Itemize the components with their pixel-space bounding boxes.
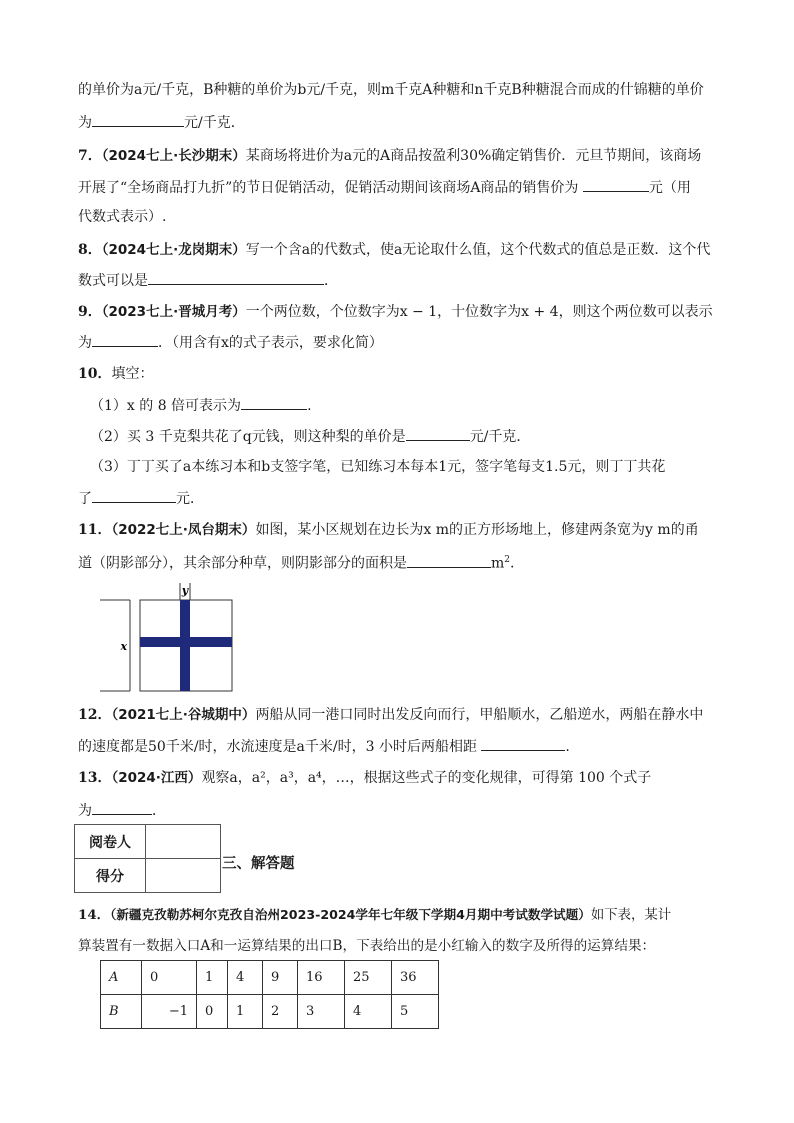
square-field-figure: [100, 583, 236, 693]
q6-line1: 的单价为a元/千克，B种糖的单价为b元/千克，则m千克A种糖和n千克B种糖混合而成的什锦糖的单价: [78, 82, 704, 98]
row-a-header: A: [101, 961, 142, 995]
answer-blank[interactable]: [92, 800, 152, 815]
answer-blank[interactable]: [148, 270, 324, 285]
q10-part2: （2）买 3 千克梨共花了q元钱，则这种梨的单价是 元/千克．: [90, 426, 530, 447]
label-y: y: [181, 584, 189, 597]
q7-line2: 开展了“全场商品打九折”的节日促销活动，促销活动期间该商场A商品的销售价为 元（用: [78, 177, 691, 198]
q6-line2: 为 元/千克．: [78, 112, 245, 133]
q9-line2: 为 ．（用含有x的式子表示，要求化简）: [78, 332, 383, 353]
table-cell: 16: [298, 961, 345, 995]
horizontal-path: [140, 637, 232, 647]
answer-blank[interactable]: [92, 112, 184, 127]
table-cell: 2: [263, 995, 298, 1029]
row-b-header: B: [101, 995, 142, 1029]
table-cell: 1: [197, 961, 228, 995]
table-cell: 4: [228, 961, 263, 995]
q13-line1: 13．（2024·江西）观察a，a²，a³，a⁴，…，根据这些式子的变化规律，可得第 100 个式子: [78, 770, 652, 786]
q14-line1: 14．（新疆克孜勒苏柯尔克孜自治州2023-2024学年七年级下学期4月期中考试数学试题）如下表，某计: [78, 907, 672, 923]
table-cell: −1: [142, 995, 197, 1029]
label-x: x: [120, 640, 127, 653]
answer-blank[interactable]: [481, 736, 565, 751]
q10-part1: （1）x 的 8 倍可表示为 .: [90, 395, 312, 416]
answer-blank[interactable]: [241, 395, 307, 410]
answer-blank[interactable]: [407, 553, 491, 568]
q10-title: 10．填空：: [78, 366, 154, 382]
score-label: 得分: [75, 859, 146, 893]
table-row: [101, 995, 439, 1029]
answer-blank[interactable]: [583, 177, 649, 192]
q12-line2: 的速度都是50千米/时，水流速度是a千米/时，3 小时后两船相距 .: [78, 736, 570, 757]
grader-cell[interactable]: [146, 825, 221, 859]
table-cell: 9: [263, 961, 298, 995]
answer-blank[interactable]: [406, 426, 470, 441]
table-cell: 1: [228, 995, 263, 1029]
q8-line1: 8．（2024七上·龙岗期末）写一个含a的代数式，使a无论取什么值，这个代数式的值总是正数．这个代: [78, 242, 711, 258]
q8-line2: 数式可以是 ．: [78, 270, 338, 291]
q11-line1: 11．（2022七上·凤台期末）如图，某小区规划在边长为x m的正方形场地上，修建两条宽为y m的甬: [78, 522, 699, 538]
q10-part3-line1: （3）丁丁买了a本练习本和b支签字笔，已知练习本每本1元，签字笔每支1.5元，则丁丁共花: [90, 459, 666, 475]
score-cell[interactable]: [146, 859, 221, 893]
q7-line3: 代数式表示）.: [78, 209, 167, 225]
table-cell: 5: [392, 995, 439, 1029]
table-cell: 25: [345, 961, 392, 995]
q13-line2: 为 ．: [78, 800, 166, 821]
data-table: [100, 960, 439, 1029]
q14-line2: 算装置有一数据入口A和一运算结果的出口B，下表给出的是小红输入的数字及所得的运算结果：: [78, 938, 656, 954]
table-cell: 0: [197, 995, 228, 1029]
table-cell: 0: [142, 961, 197, 995]
q7-line1: 7．（2024七上·长沙期末）某商场将进价为a元的A商品按盈利30%确定销售价．元旦节期间，该商场: [78, 148, 702, 164]
q11-line2: 道（阴影部分），其余部分种草，则阴影部分的面积是 $m^2$.: [78, 550, 514, 574]
table-cell: 36: [392, 961, 439, 995]
q12-line1: 12．（2021七上·谷城期中）两船从同一港口同时出发反向而行，甲船顺水，乙船逆水，两船在静水中: [78, 707, 704, 723]
table-cell: 3: [298, 995, 345, 1029]
grader-label: 阅卷人: [75, 825, 146, 859]
answer-blank[interactable]: [92, 332, 158, 347]
section-title: 三、解答题: [222, 856, 295, 872]
answer-blank[interactable]: [92, 488, 176, 503]
table-cell: 4: [345, 995, 392, 1029]
table-row: [101, 961, 439, 995]
q9-line1: 9．（2023七上·晋城月考）一个两位数，个位数字为x − 1，十位数字为x + 4，则这个两位数可以表示: [78, 304, 713, 320]
q10-part3-line2: 了 元．: [78, 488, 204, 509]
score-table: [74, 824, 221, 893]
